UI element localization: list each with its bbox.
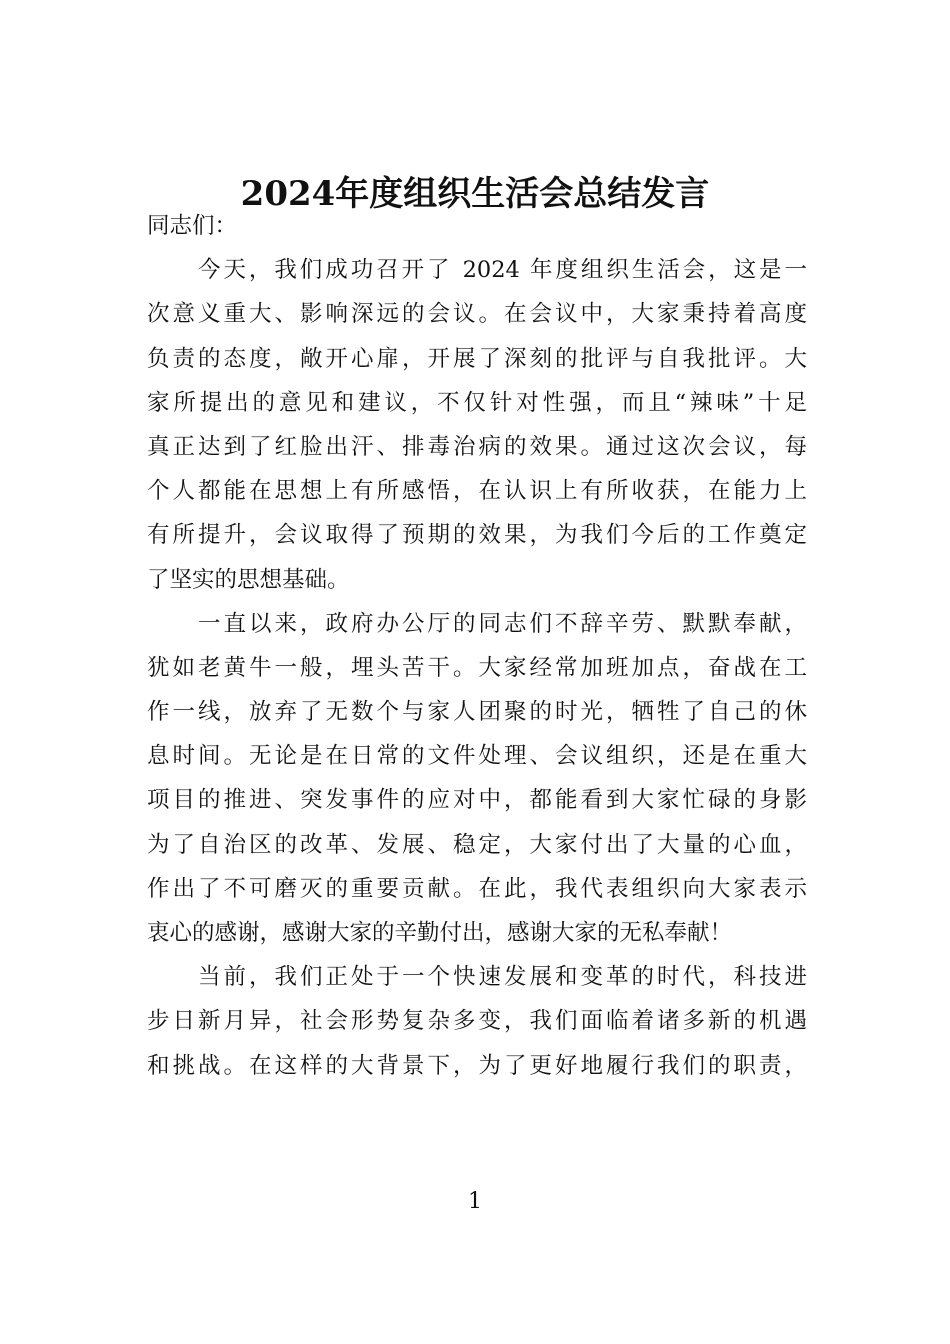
paragraph-line: 一直以来，政府办公厅的同志们不辞辛劳、默默奉献，: [198, 610, 807, 637]
paragraph-line: 负责的态度，敞开心扉，开展了深刻的批评与自我批评。大: [147, 345, 807, 372]
paragraph-line: 作出了不可磨灭的重要贡献。在此，我代表组织向大家表示: [147, 875, 807, 902]
paragraph-line: 作一线，放弃了无数个与家人团聚的时光，牺牲了自己的休: [147, 699, 807, 726]
paragraph-line: 当前，我们正处于一个快速发展和变革的时代，科技进: [198, 964, 807, 991]
document-body: [147, 204, 807, 1088]
paragraph-line: 项目的推进、突发事件的应对中，都能看到大家忙碌的身影: [147, 787, 807, 814]
paragraph-1: [147, 248, 807, 602]
paragraph-line: 有所提升，会议取得了预期的效果，为我们今后的工作奠定: [147, 522, 807, 549]
document-title: 2024年度组织生活会总结发言: [240, 174, 710, 214]
paragraph-line: 家所提出的意见和建议，不仅针对性强，而且“辣味”十足: [147, 389, 807, 416]
paragraph-line: 和挑战。在这样的大背景下，为了更好地履行我们的职责，: [147, 1052, 807, 1079]
paragraph-line: 个人都能在思想上有所感悟，在认识上有所收获，在能力上: [147, 478, 807, 505]
paragraph-line: 息时间。无论是在日常的文件处理、会议组织，还是在重大: [147, 743, 807, 770]
paragraph-line: 为了自治区的改革、发展、稳定，大家付出了大量的心血，: [147, 831, 807, 858]
paragraph-line: 步日新月异，社会形势复杂多变，我们面临着诸多新的机遇: [147, 1008, 807, 1035]
paragraph-line: 衷心的感谢，感谢大家的辛勤付出，感谢大家的无私奉献！: [147, 920, 733, 946]
paragraph-line: 真正达到了红脸出汗、排毒治病的效果。通过这次会议，每: [147, 433, 807, 460]
salutation: 同志们：: [147, 213, 238, 239]
paragraph-3: [147, 955, 807, 1088]
paragraph-line: 犹如老黄牛一般，埋头苦干。大家经常加班加点，奋战在工: [147, 654, 807, 681]
paragraph-line: 了坚实的思想基础。: [147, 566, 350, 593]
paragraph-line: 今天，我们成功召开了 2024 年度组织生活会，这是一: [198, 257, 807, 284]
paragraph-line: 次意义重大、影响深远的会议。在会议中，大家秉持着高度: [147, 301, 807, 328]
paragraph-2: [147, 602, 807, 956]
page-number: 1: [468, 1189, 482, 1214]
